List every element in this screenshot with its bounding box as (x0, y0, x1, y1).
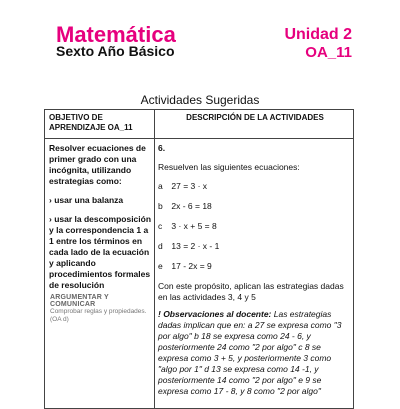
activities-table (44, 109, 354, 409)
unit-label: Unidad 2 (284, 26, 352, 43)
equation-text: 27 = 3 · x (171, 181, 208, 191)
activity-number: 6. (158, 143, 166, 153)
equation-text: 2x - 6 = 18 (171, 201, 212, 211)
teacher-note-label: ! Observaciones al docente: (158, 309, 272, 319)
equation-item (158, 241, 352, 252)
equation-letter: b (158, 201, 163, 211)
objective-cell (49, 143, 152, 299)
equation-letter: e (158, 261, 163, 271)
strategy-decomposition: › usar la descomposición y la correspondencia 1 a 1 entre los términos en cada lado de la ecuación y aplicando procedimientos formales de resolución (49, 214, 152, 290)
header-divider (45, 138, 353, 139)
competency-text: Comprobar reglas y propiedades. (OA d) (50, 308, 147, 323)
equation-item (158, 181, 352, 192)
subject-title: Matemática (56, 22, 176, 47)
objective-intro: Resolver ecuaciones de primer grado con una incógnita, utilizando estrategias como: (49, 143, 146, 186)
equation-item (158, 201, 352, 212)
section-title: Actividades Sugeridas (140, 93, 260, 107)
activity-instruction: Resuelven las siguientes ecuaciones: (158, 162, 300, 172)
equation-text: 13 = 2 · x - 1 (171, 241, 220, 251)
activity-purpose: Con este propósito, aplican las estrategias dadas en las actividades 3, 4 y 5 (158, 281, 344, 302)
teacher-note (158, 309, 352, 397)
oa-label: OA_11 (305, 44, 352, 61)
equation-letter: c (158, 221, 163, 231)
strategy-balance: › usar una balanza (49, 195, 124, 205)
grade-subtitle: Sexto Año Básico (56, 43, 175, 59)
objective-column-header: OBJETIVO DE APRENDIZAJE OA_11 (49, 113, 133, 132)
equation-text: 17 - 2x = 9 (171, 261, 212, 271)
equation-item (158, 261, 352, 272)
competency-title: ARGUMENTAR Y COMUNICAR (50, 294, 109, 308)
column-divider (154, 110, 155, 408)
teacher-note-text: Las estrategias dadas implican que en: a 27 se expresa como "3 por algo" b 18 se expresa como 24 - 6, y posteriormente 24 como "2 por algo" c 8 se expresa como 3 + 5, y posteriormente 3 como "algo por 1" d 13 se expresa como 14 -1, y posteriormente 14 como "2 por algo" e 9 se expresa como 17 - 8, y 8 como "2 por algo" (158, 309, 342, 396)
competency-block (50, 294, 153, 324)
equation-text: 3 · x + 5 = 8 (171, 221, 217, 231)
equation-item (158, 221, 352, 232)
equation-letter: d (158, 241, 163, 251)
description-column-header: DESCRIPCIÓN DE LA ACTIVIDADES (186, 113, 324, 122)
equation-letter: a (158, 181, 163, 191)
description-cell (158, 143, 352, 397)
